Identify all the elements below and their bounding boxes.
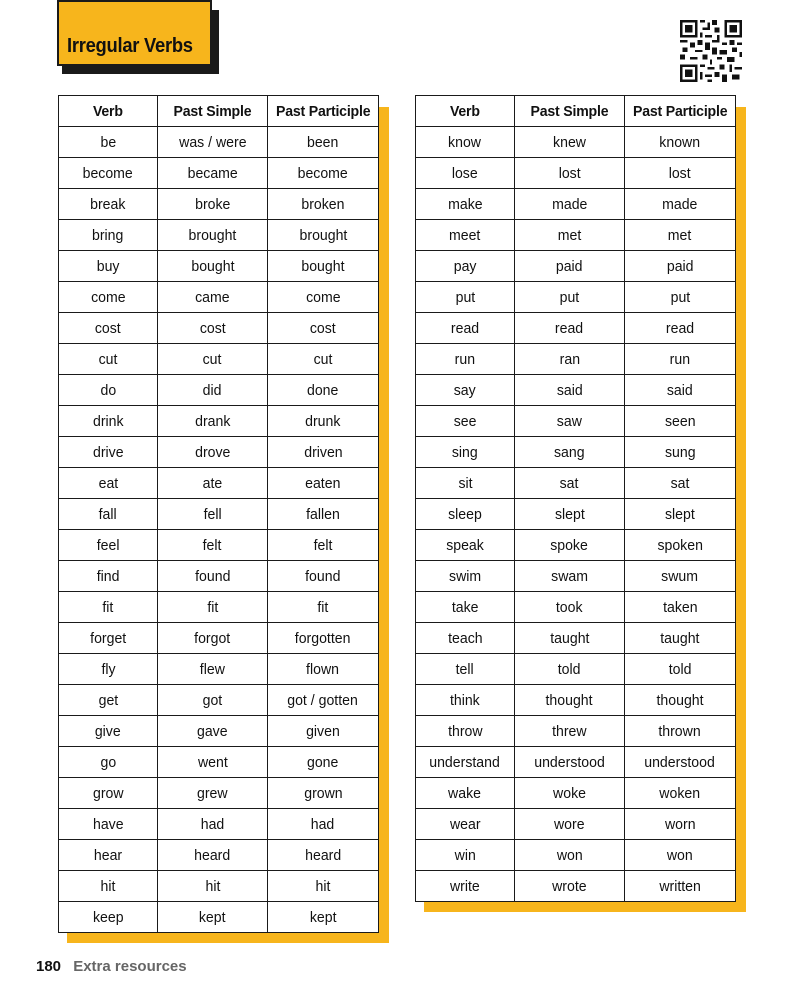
table-row [59,840,379,871]
past-participle-cell: hit [268,871,379,902]
verb-cell: drink [59,406,158,437]
past-participle-cell: eaten [268,468,379,499]
verb-cell: eat [59,468,158,499]
past-participle-cell: made [625,189,736,220]
table-row [416,158,736,189]
past-simple-cell: fit [158,592,268,623]
past-simple-cell: wrote [515,871,625,902]
past-simple-cell: understood [515,747,625,778]
past-simple-cell: was / were [158,127,268,158]
past-participle-cell: written [625,871,736,902]
table-row [416,220,736,251]
past-simple-cell: thought [515,685,625,716]
past-simple-cell: heard [158,840,268,871]
past-participle-cell: fit [268,592,379,623]
verb-cell: understand [416,747,515,778]
past-simple-cell: came [158,282,268,313]
past-participle-cell: spoken [625,530,736,561]
past-simple-cell: woke [515,778,625,809]
verb-cell: throw [416,716,515,747]
past-participle-cell: cost [268,313,379,344]
past-simple-cell: forgot [158,623,268,654]
past-simple-cell: met [515,220,625,251]
table-row [416,561,736,592]
past-simple-cell: bought [158,251,268,282]
past-participle-cell: been [268,127,379,158]
verb-cell: cost [59,313,158,344]
table-row [416,530,736,561]
table-row [59,716,379,747]
verb-cell: win [416,840,515,871]
header-past-participle: Past Participle [268,96,379,127]
past-simple-cell: put [515,282,625,313]
past-participle-cell: read [625,313,736,344]
verb-cell: sleep [416,499,515,530]
verb-cell: pay [416,251,515,282]
table-row [416,282,736,313]
page-number: 180 [36,958,62,975]
verb-cell: get [59,685,158,716]
verb-cell: swim [416,561,515,592]
table-row [59,437,379,468]
past-participle-cell: driven [268,437,379,468]
verb-cell: have [59,809,158,840]
past-simple-cell: cut [158,344,268,375]
table-row [59,592,379,623]
table-header-row [59,96,379,127]
past-simple-cell: told [515,654,625,685]
table-row [416,499,736,530]
past-participle-cell: slept [625,499,736,530]
past-simple-cell: said [515,375,625,406]
verb-cell: wake [416,778,515,809]
verb-cell: meet [416,220,515,251]
table-row [59,871,379,902]
verb-cell: find [59,561,158,592]
table-row [59,158,379,189]
past-participle-cell: found [268,561,379,592]
past-simple-cell: read [515,313,625,344]
table-row [416,716,736,747]
table-row [59,902,379,933]
header-verb: Verb [59,96,158,127]
verb-cell: grow [59,778,158,809]
table-header-row [416,96,736,127]
table-row [59,406,379,437]
table-row [416,778,736,809]
right-verb-table [415,95,736,902]
verb-cell: drive [59,437,158,468]
past-simple-cell: sat [515,468,625,499]
past-simple-cell: kept [158,902,268,933]
past-participle-cell: heard [268,840,379,871]
past-participle-cell: woken [625,778,736,809]
past-participle-cell: felt [268,530,379,561]
table-row [59,127,379,158]
past-participle-cell: known [625,127,736,158]
table-row [59,654,379,685]
table-row [59,747,379,778]
past-simple-cell: wore [515,809,625,840]
past-participle-cell: thrown [625,716,736,747]
past-simple-cell: flew [158,654,268,685]
past-participle-cell: brought [268,220,379,251]
past-participle-cell: taught [625,623,736,654]
table-row [59,220,379,251]
past-participle-cell: become [268,158,379,189]
past-simple-cell: did [158,375,268,406]
table-row [59,282,379,313]
past-participle-cell: given [268,716,379,747]
table-row [416,251,736,282]
past-simple-cell: lost [515,158,625,189]
past-participle-cell: got / gotten [268,685,379,716]
past-participle-cell: swum [625,561,736,592]
table-row [59,251,379,282]
page-footer [36,958,187,975]
past-simple-cell: sang [515,437,625,468]
left-verb-table-wrap [58,95,379,933]
table-row [59,561,379,592]
past-simple-cell: cost [158,313,268,344]
table-row [416,189,736,220]
verb-cell: say [416,375,515,406]
past-simple-cell: brought [158,220,268,251]
past-simple-cell: swam [515,561,625,592]
header-past-simple: Past Simple [158,96,268,127]
table-row [59,778,379,809]
verb-cell: make [416,189,515,220]
verb-cell: become [59,158,158,189]
past-participle-cell: seen [625,406,736,437]
past-simple-cell: paid [515,251,625,282]
past-participle-cell: thought [625,685,736,716]
table-row [416,344,736,375]
past-participle-cell: told [625,654,736,685]
table-row [59,499,379,530]
title-box [57,0,212,66]
verb-cell: tell [416,654,515,685]
table-row [59,623,379,654]
past-participle-cell: fallen [268,499,379,530]
past-participle-cell: won [625,840,736,871]
past-participle-cell: gone [268,747,379,778]
table-row [59,809,379,840]
verb-cell: feel [59,530,158,561]
page-title: Irregular Verbs [67,35,193,57]
verb-cell: think [416,685,515,716]
table-row [416,375,736,406]
past-simple-cell: felt [158,530,268,561]
past-participle-cell: run [625,344,736,375]
header-verb: Verb [416,96,515,127]
past-simple-cell: found [158,561,268,592]
table-row [416,468,736,499]
verb-cell: buy [59,251,158,282]
past-simple-cell: saw [515,406,625,437]
verb-cell: sit [416,468,515,499]
past-participle-cell: sung [625,437,736,468]
past-participle-cell: come [268,282,379,313]
table-row [416,406,736,437]
past-participle-cell: done [268,375,379,406]
past-simple-cell: gave [158,716,268,747]
table-row [416,592,736,623]
past-simple-cell: ate [158,468,268,499]
past-participle-cell: said [625,375,736,406]
past-participle-cell: had [268,809,379,840]
verb-cell: hit [59,871,158,902]
verb-cell: hear [59,840,158,871]
table-row [416,685,736,716]
past-participle-cell: met [625,220,736,251]
past-participle-cell: lost [625,158,736,189]
past-participle-cell: kept [268,902,379,933]
table-row [416,747,736,778]
verb-cell: forget [59,623,158,654]
past-simple-cell: got [158,685,268,716]
table-row [416,437,736,468]
past-participle-cell: worn [625,809,736,840]
table-row [59,189,379,220]
past-simple-cell: made [515,189,625,220]
section-label: Extra resources [73,958,187,975]
verb-cell: go [59,747,158,778]
verb-cell: come [59,282,158,313]
past-participle-cell: bought [268,251,379,282]
table-row [416,809,736,840]
table-row [59,685,379,716]
past-simple-cell: ran [515,344,625,375]
verb-cell: take [416,592,515,623]
table-row [416,313,736,344]
table-row [59,530,379,561]
past-participle-cell: broken [268,189,379,220]
verb-cell: see [416,406,515,437]
verb-cell: fly [59,654,158,685]
table-row [59,375,379,406]
table-row [416,127,736,158]
header-past-simple: Past Simple [515,96,625,127]
past-participle-cell: paid [625,251,736,282]
verb-cell: fit [59,592,158,623]
past-participle-cell: taken [625,592,736,623]
qr-code-icon[interactable] [680,20,742,82]
past-simple-cell: threw [515,716,625,747]
past-participle-cell: grown [268,778,379,809]
past-participle-cell: forgotten [268,623,379,654]
verb-cell: cut [59,344,158,375]
table-row [416,623,736,654]
table-row [59,344,379,375]
past-simple-cell: became [158,158,268,189]
past-simple-cell: went [158,747,268,778]
past-participle-cell: flown [268,654,379,685]
table-row [416,840,736,871]
verb-cell: fall [59,499,158,530]
verb-cell: give [59,716,158,747]
past-simple-cell: spoke [515,530,625,561]
past-simple-cell: drank [158,406,268,437]
verb-cell: break [59,189,158,220]
past-simple-cell: slept [515,499,625,530]
header-past-participle: Past Participle [625,96,736,127]
verb-cell: sing [416,437,515,468]
past-simple-cell: taught [515,623,625,654]
verb-cell: teach [416,623,515,654]
verb-cell: lose [416,158,515,189]
verb-cell: keep [59,902,158,933]
past-simple-cell: drove [158,437,268,468]
past-simple-cell: hit [158,871,268,902]
table-row [416,654,736,685]
past-simple-cell: had [158,809,268,840]
past-simple-cell: knew [515,127,625,158]
verb-cell: do [59,375,158,406]
table-row [416,871,736,902]
past-simple-cell: fell [158,499,268,530]
past-participle-cell: understood [625,747,736,778]
table-row [59,468,379,499]
table-row [59,313,379,344]
verb-cell: speak [416,530,515,561]
past-simple-cell: grew [158,778,268,809]
left-verb-table [58,95,379,933]
verb-cell: know [416,127,515,158]
verb-cell: bring [59,220,158,251]
past-simple-cell: broke [158,189,268,220]
verb-cell: write [416,871,515,902]
past-participle-cell: cut [268,344,379,375]
verb-cell: wear [416,809,515,840]
past-participle-cell: sat [625,468,736,499]
verb-cell: put [416,282,515,313]
past-simple-cell: won [515,840,625,871]
past-participle-cell: drunk [268,406,379,437]
verb-cell: run [416,344,515,375]
right-verb-table-wrap [415,95,736,902]
verb-cell: read [416,313,515,344]
verb-cell: be [59,127,158,158]
past-participle-cell: put [625,282,736,313]
past-simple-cell: took [515,592,625,623]
